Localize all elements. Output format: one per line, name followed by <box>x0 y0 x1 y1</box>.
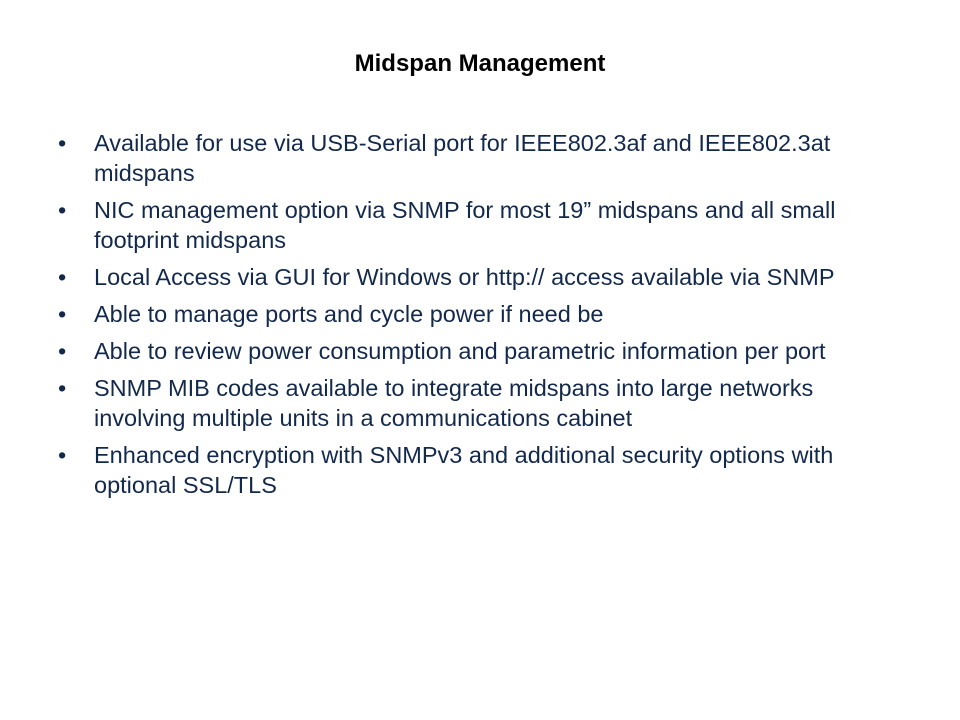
bullet-list <box>56 128 906 507</box>
bullet-text: Enhanced encryption with SNMPv3 and additional security options with optional SSL/TLS <box>94 442 834 498</box>
bullet-icon: • <box>58 375 67 401</box>
list-item <box>56 336 906 366</box>
bullet-icon: • <box>58 338 67 364</box>
bullet-text: Able to manage ports and cycle power if need be <box>94 301 604 327</box>
list-item <box>56 373 906 433</box>
bullet-text: Able to review power consumption and parametric information per port <box>94 338 826 364</box>
slide-title: Midspan Management <box>354 50 606 77</box>
bullet-icon: • <box>58 130 67 156</box>
bullet-icon: • <box>58 442 67 468</box>
bullet-icon: • <box>58 264 67 290</box>
list-item <box>56 299 906 329</box>
bullet-icon: • <box>58 197 67 223</box>
list-item <box>56 195 906 255</box>
bullet-text: NIC management option via SNMP for most 19” midspans and all small footprint midspans <box>94 197 836 253</box>
bullet-text: Available for use via USB-Serial port for IEEE802.3af and IEEE802.3at midspans <box>94 130 831 186</box>
list-item <box>56 440 906 500</box>
bullet-text: SNMP MIB codes available to integrate midspans into large networks involving multiple units in a communications cabinet <box>94 375 814 431</box>
bullet-icon: • <box>58 301 67 327</box>
bullet-text: Local Access via GUI for Windows or http:// access available via SNMP <box>94 264 835 290</box>
list-item <box>56 128 906 188</box>
list-item <box>56 262 906 292</box>
